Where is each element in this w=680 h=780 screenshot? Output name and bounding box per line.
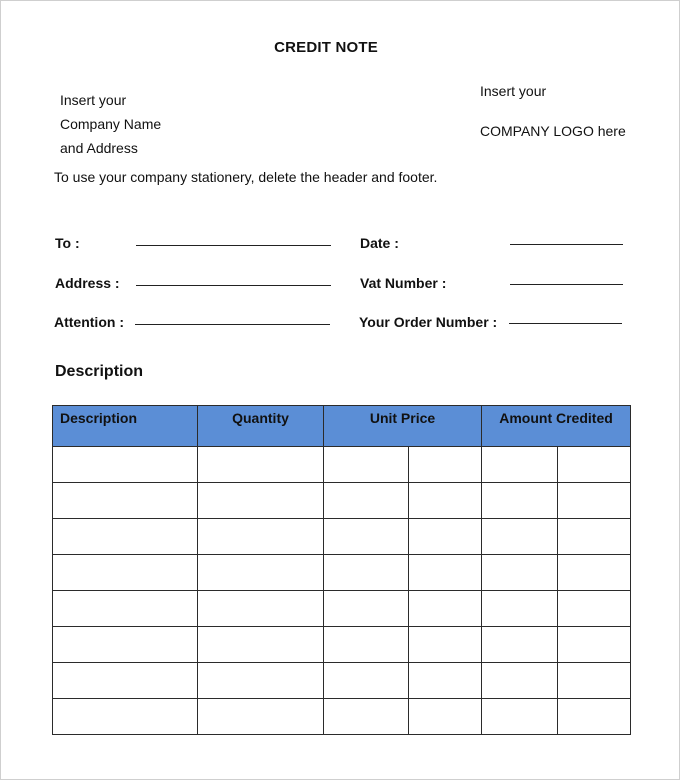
table-row [53,591,631,627]
table-cell[interactable] [53,663,198,699]
date-label: Date : [360,235,399,251]
table-cell[interactable] [409,555,482,591]
table-cell[interactable] [324,447,409,483]
attention-field[interactable] [135,324,330,325]
header-unit-price: Unit Price [324,406,482,447]
stationery-instruction: To use your company stationery, delete the header and footer. [54,169,438,185]
table-cell[interactable] [558,627,631,663]
table-cell[interactable] [198,627,324,663]
table-row [53,483,631,519]
order-number-field[interactable] [509,323,622,324]
table-row [53,447,631,483]
table-header-row [53,406,631,447]
table-cell[interactable] [558,591,631,627]
table-cell[interactable] [53,627,198,663]
table-cell[interactable] [558,699,631,735]
logo-placeholder-line-1: Insert your [480,83,547,99]
table-cell[interactable] [482,447,558,483]
table-cell[interactable] [482,591,558,627]
table-row [53,627,631,663]
table-row [53,519,631,555]
vat-number-label: Vat Number : [360,275,447,291]
to-label: To : [55,235,80,251]
table-cell[interactable] [482,699,558,735]
address-label: Address : [55,275,120,291]
table-cell[interactable] [482,663,558,699]
table-cell[interactable] [324,699,409,735]
table-cell[interactable] [409,483,482,519]
logo-placeholder-line-2: COMPANY LOGO here [480,123,626,139]
company-line-2: Company Name [60,116,162,132]
table-row [53,699,631,735]
document-title: CREDIT NOTE [274,39,378,56]
table-cell[interactable] [53,591,198,627]
date-field[interactable] [510,244,623,245]
table-cell[interactable] [198,447,324,483]
table-cell[interactable] [53,555,198,591]
table-cell[interactable] [482,627,558,663]
order-number-label: Your Order Number : [359,314,498,330]
company-address-placeholder [60,88,161,160]
company-line-3: and Address [60,140,138,156]
table-body [53,447,631,735]
attention-label: Attention : [54,314,124,330]
description-section-title: Description [55,363,144,380]
table-cell[interactable] [198,699,324,735]
table-cell[interactable] [53,699,198,735]
table-cell[interactable] [324,555,409,591]
header-quantity: Quantity [198,406,324,447]
table-cell[interactable] [409,447,482,483]
table-cell[interactable] [558,483,631,519]
table-cell[interactable] [198,483,324,519]
table-cell[interactable] [324,663,409,699]
address-field[interactable] [136,285,331,286]
table-cell[interactable] [558,519,631,555]
table-cell[interactable] [482,519,558,555]
table-cell[interactable] [409,663,482,699]
header-description: Description [53,406,198,447]
table-row [53,663,631,699]
table-cell[interactable] [324,591,409,627]
company-line-1: Insert your [60,92,127,108]
table-cell[interactable] [53,447,198,483]
table-cell[interactable] [482,483,558,519]
table-cell[interactable] [482,555,558,591]
table-cell[interactable] [409,699,482,735]
table-cell[interactable] [409,627,482,663]
credit-items-table [52,405,631,735]
table-cell[interactable] [558,663,631,699]
table-row [53,555,631,591]
table-cell[interactable] [558,447,631,483]
table-cell[interactable] [198,591,324,627]
header-amount-credited: Amount Credited [482,406,631,447]
to-field[interactable] [136,245,331,246]
table-cell[interactable] [198,663,324,699]
vat-number-field[interactable] [510,284,623,285]
table-cell[interactable] [409,591,482,627]
table-cell[interactable] [198,519,324,555]
table-cell[interactable] [198,555,324,591]
table-cell[interactable] [324,627,409,663]
table-cell[interactable] [53,519,198,555]
table-cell[interactable] [53,483,198,519]
table-cell[interactable] [558,555,631,591]
table-cell[interactable] [324,483,409,519]
table-cell[interactable] [409,519,482,555]
table-cell[interactable] [324,519,409,555]
